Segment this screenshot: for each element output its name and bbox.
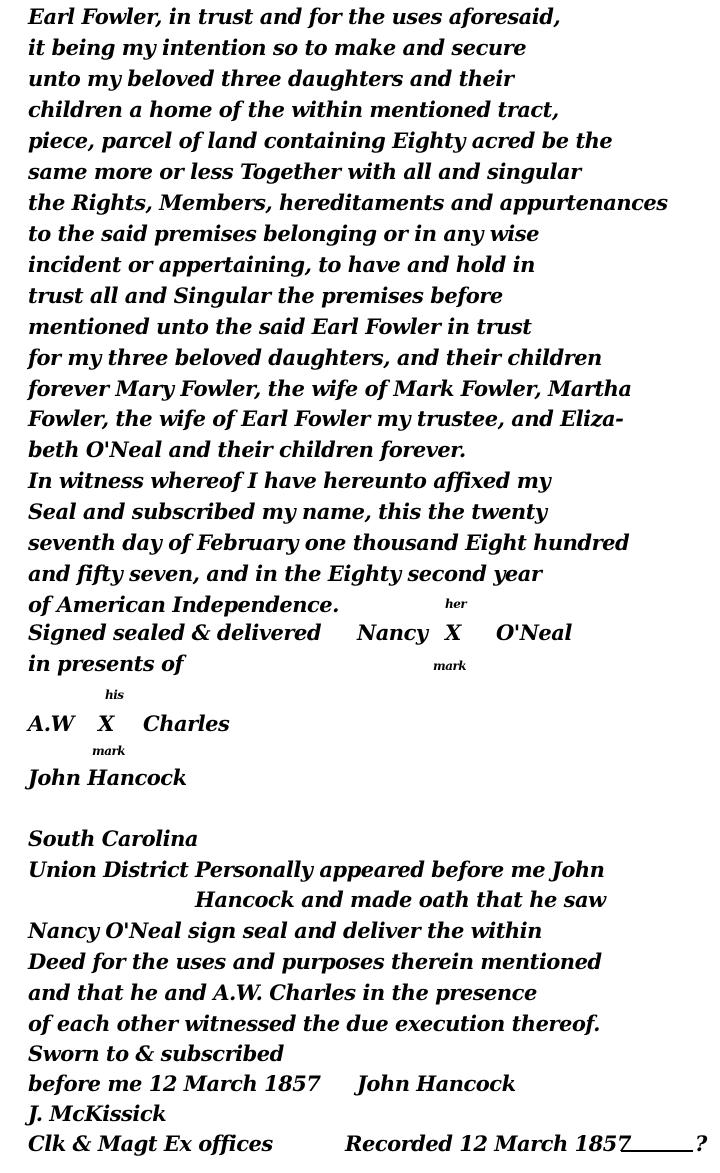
witness-mark: X (98, 711, 114, 736)
mark-label: mark (433, 659, 467, 673)
witness-mark-label: mark (92, 744, 126, 758)
affidavit-line: and that he and A.W. Charles in the presence (28, 980, 537, 1005)
signed-sealed-line: Signed sealed & delivered (28, 620, 322, 645)
second-witness-name: John Hancock (28, 765, 187, 790)
deed-line: to the said premises belonging or in any wise (28, 221, 539, 246)
her-label: her (445, 597, 467, 611)
end-question-mark: ? (695, 1131, 707, 1156)
district-heading: Union District (28, 857, 189, 882)
deed-line: trust all and Singular the premises before (28, 283, 503, 308)
affidavit-line: of each other witnessed the due execution thereof. (28, 1011, 600, 1036)
presents-line: in presents of (28, 651, 183, 676)
before-date-line: before me 12 March 1857 (28, 1071, 321, 1096)
witness-initials: A.W (28, 711, 74, 736)
deed-line: beth O'Neal and their children forever. (28, 437, 466, 462)
affidavit-line: Deed for the uses and purposes therein mentioned (28, 949, 602, 974)
deed-line: same more or less Together with all and singular (28, 159, 581, 184)
witness-surname: Charles (143, 711, 230, 736)
grantor-first-name: Nancy (357, 620, 428, 645)
official-title: Clk & Magt Ex offices (28, 1131, 273, 1156)
deed-line: it being my intention so to make and secure (28, 35, 527, 60)
deed-line: mentioned unto the said Earl Fowler in trust (28, 314, 532, 339)
deed-line: In witness whereof I have hereunto affixed my (28, 468, 551, 493)
affiant-signature: John Hancock (357, 1071, 516, 1096)
deed-line: Earl Fowler, in trust and for the uses aforesaid, (28, 4, 561, 29)
grantor-last-name: O'Neal (496, 620, 572, 645)
grantor-mark: X (445, 620, 461, 645)
deed-line: of American Independence. (28, 592, 339, 617)
deed-line: forever Mary Fowler, the wife of Mark Fowler, Martha (28, 376, 632, 401)
deed-line: for my three beloved daughters, and their children (28, 345, 602, 370)
deed-line: incident or appertaining, to have and hold in (28, 252, 535, 277)
deed-line: Seal and subscribed my name, this the twenty (28, 499, 547, 524)
affidavit-line: Nancy O'Neal sign seal and deliver the within (28, 918, 542, 943)
deed-line: and fifty seven, and in the Eighty second year (28, 561, 542, 586)
deed-line: piece, parcel of land containing Eighty acred be the (28, 128, 613, 153)
deed-line: seventh day of February one thousand Eight hundred (28, 530, 630, 555)
deed-line: unto my beloved three daughters and their (28, 66, 514, 91)
sworn-line: Sworn to & subscribed (28, 1041, 284, 1066)
official-name: J. McKissick (28, 1101, 167, 1126)
deed-line: Fowler, the wife of Earl Fowler my trustee, and Eliza- (28, 406, 624, 431)
deed-line: children a home of the within mentioned tract, (28, 97, 559, 122)
affidavit-line: Hancock and made oath that he saw (195, 887, 606, 912)
blank-underline (621, 1150, 693, 1152)
deed-line: the Rights, Members, hereditaments and appurtenances (28, 190, 668, 215)
affidavit-line: Personally appeared before me John (195, 857, 605, 882)
recorded-line: Recorded 12 March 1857 (345, 1131, 631, 1156)
state-heading: South Carolina (28, 826, 198, 851)
his-label: his (105, 688, 124, 702)
